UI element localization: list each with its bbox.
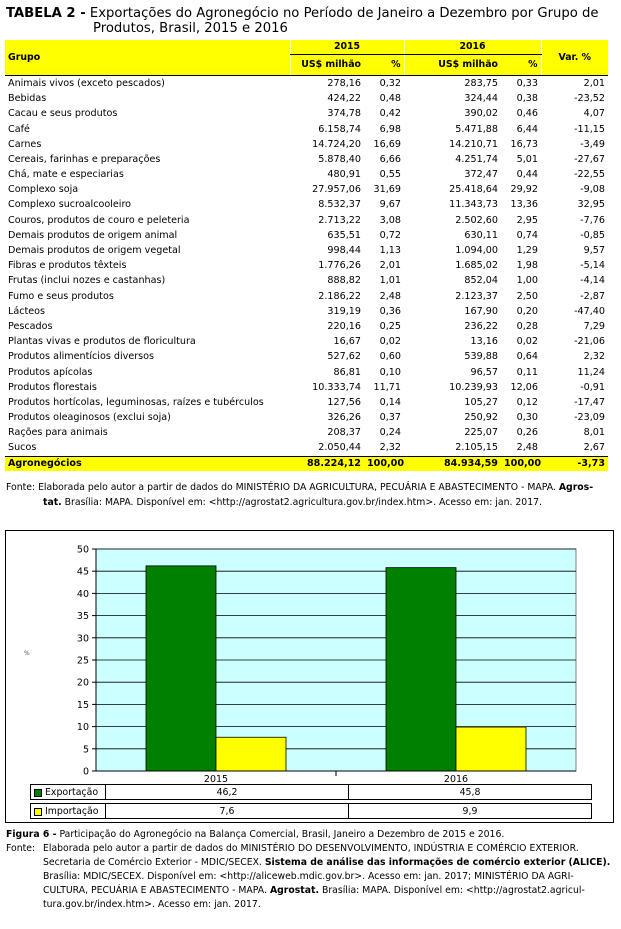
table-title-line2: Produtos, Brasil, 2015 e 2016: [93, 21, 288, 36]
cell-pct-2015: 31,69: [373, 184, 401, 196]
table-row: [5, 289, 608, 304]
cell-group: Demais produtos de origem animal: [8, 229, 178, 241]
figure-caption-text: Participação do Agronegócio na Balança Comercial, Brasil, Janeiro a Dezembro de 2015 e 2016.: [59, 829, 505, 840]
cell-usd-2015: 220,16: [327, 320, 361, 332]
table-source-lead: Fonte:: [6, 482, 36, 493]
table-row: [5, 213, 608, 228]
cell-pct-2016: 0,38: [516, 93, 538, 105]
cell-group: Cacau e seus produtos: [8, 108, 118, 120]
bar-import-2015: [216, 737, 286, 771]
cell-pct-2015: 0,10: [379, 366, 401, 378]
cell-usd-2015: 480,91: [327, 169, 361, 181]
cell-pct-2015: 0,48: [379, 93, 401, 105]
cell-usd-2016: 14.210,71: [449, 138, 498, 150]
cell-pct-2016: 0,12: [516, 396, 538, 408]
chart-frame: [5, 530, 614, 823]
figure-source: [6, 842, 614, 912]
cell-pct-2016: 16,73: [510, 138, 538, 150]
cell-var: -0,91: [580, 381, 605, 393]
cell-pct-2015: 0,55: [379, 169, 401, 181]
cell-usd-2015: 319,19: [327, 305, 361, 317]
y-tick-label: 45: [76, 566, 89, 578]
cell-usd-2016: 2.123,37: [455, 290, 498, 302]
cell-pct-2015: 6,98: [379, 123, 401, 135]
total-pct-2016: 100,00: [501, 456, 541, 471]
cell-pct-2015: 0,32: [379, 78, 401, 89]
cell-usd-2016: 324,44: [464, 93, 498, 105]
total-group: Agronegócios: [5, 456, 290, 471]
cell-pct-2016: 29,92: [510, 184, 538, 196]
table-row: [5, 76, 608, 92]
table-source-bold-a: Agros-: [558, 482, 594, 493]
cell-var: 2,67: [583, 442, 605, 454]
table-row: [5, 273, 608, 288]
export-table-container: [5, 40, 608, 471]
legend-label-export: Exportação: [45, 787, 99, 798]
cell-var: 9,57: [583, 245, 605, 257]
import-value-2016: 9,9: [348, 803, 592, 819]
legend-row-import: [30, 803, 592, 819]
cell-group: Fumo e seus produtos: [8, 290, 114, 302]
cell-group: Fibras e produtos têxteis: [8, 260, 127, 272]
cell-var: 2,32: [583, 351, 605, 363]
cell-pct-2016: 0,11: [516, 366, 538, 378]
legend-swatch-export: [34, 789, 42, 797]
cell-group: Sucos: [8, 442, 37, 454]
cell-pct-2016: 0,30: [516, 412, 538, 424]
cell-usd-2016: 225,07: [464, 427, 498, 439]
cell-pct-2016: 2,50: [516, 290, 538, 302]
table-source: [6, 480, 610, 510]
cell-pct-2015: 0,24: [379, 427, 401, 439]
legend-swatch-import: [34, 808, 42, 816]
cell-pct-2016: 0,46: [516, 108, 538, 120]
cell-pct-2016: 1,00: [516, 275, 538, 287]
cell-var: 2,01: [583, 78, 605, 89]
cell-var: 32,95: [577, 199, 605, 211]
y-tick-label: 50: [76, 544, 89, 556]
cell-var: -22,55: [574, 169, 605, 181]
cell-usd-2016: 5.471,88: [455, 123, 498, 135]
header-year-2016: 2016: [404, 40, 541, 55]
cell-usd-2016: 539,88: [464, 351, 498, 363]
cell-pct-2015: 2,32: [379, 442, 401, 454]
cell-usd-2015: 374,78: [327, 108, 361, 120]
header-group: Grupo: [5, 40, 290, 76]
legend-label-import: Importação: [45, 806, 99, 817]
cell-var: 11,24: [577, 366, 605, 378]
table-source-text-b: Brasília: MAPA. Disponível em: <http://agrostat2.agricultura.gov.br/index.htm>. Acesso em: jan. 2017.: [64, 497, 542, 508]
cell-group: Lácteos: [8, 305, 46, 317]
cell-usd-2016: 13,16: [470, 336, 498, 348]
cell-pct-2015: 0,25: [379, 320, 401, 332]
y-tick-label: 30: [76, 633, 89, 645]
cell-usd-2015: 2.713,22: [318, 214, 361, 226]
cell-var: -47,40: [574, 305, 605, 317]
cell-usd-2015: 10.333,74: [312, 381, 361, 393]
cell-pct-2016: 6,44: [516, 123, 538, 135]
table-row: [5, 395, 608, 410]
cell-var: -5,14: [580, 260, 605, 272]
y-axis-label: %: [24, 650, 30, 657]
cell-usd-2015: 278,16: [327, 78, 361, 89]
legend-row-export: [30, 784, 592, 800]
figure-source-line2a: Secretaria de Comércio Exterior - MDIC/SECEX.: [43, 857, 262, 868]
cell-usd-2016: 10.239,93: [449, 381, 498, 393]
table-source-bold-b: tat.: [43, 497, 62, 508]
figure-source-line4a: CULTURA, PECUÁRIA E ABASTECIMENTO - MAPA.: [43, 885, 267, 896]
total-usd-2015: 88.224,12: [290, 456, 364, 471]
cell-pct-2016: 0,20: [516, 305, 538, 317]
cell-group: Rações para animais: [8, 427, 108, 439]
cell-var: -17,47: [574, 396, 605, 408]
cell-group: Produtos alimentícios diversos: [8, 351, 155, 363]
cell-var: 4,07: [583, 108, 605, 120]
cell-var: -2,87: [580, 290, 605, 302]
cell-pct-2016: 13,36: [510, 199, 538, 211]
cell-pct-2015: 0,37: [379, 412, 401, 424]
cell-pct-2016: 12,06: [510, 381, 538, 393]
cell-usd-2015: 424,22: [327, 93, 361, 105]
cell-usd-2015: 127,56: [327, 396, 361, 408]
cell-usd-2016: 283,75: [464, 78, 498, 89]
cell-group: Café: [8, 123, 30, 135]
cell-pct-2015: 0,42: [379, 108, 401, 120]
total-pct-2015: 100,00: [364, 456, 404, 471]
table-row: [5, 167, 608, 182]
cell-group: Produtos oleaginosos (exclui soja): [8, 412, 171, 424]
cell-group: Cereais, farinhas e preparações: [8, 153, 161, 165]
cell-usd-2015: 326,26: [327, 412, 361, 424]
total-usd-2016: 84.934,59: [404, 456, 501, 471]
cell-pct-2015: 0,60: [379, 351, 401, 363]
table-label: TABELA 2 -: [6, 6, 86, 21]
cell-var: -23,09: [574, 412, 605, 424]
figure-source-line5: tura.gov.br/index.htm>. Acesso em: jan. 2017.: [43, 899, 261, 910]
cell-pct-2015: 1,13: [379, 245, 401, 257]
bar-chart: [6, 531, 615, 824]
cell-usd-2016: 1.094,00: [455, 245, 498, 257]
cell-group: Bebidas: [8, 93, 47, 105]
cell-pct-2015: 2,01: [379, 260, 401, 272]
figure-source-line1: Elaborada pelo autor a partir de dados do MINISTÉRIO DO DESENVOLVIMENTO, INDÚSTRIA E COMÉRCIO EXTERIOR.: [43, 843, 579, 854]
cell-pct-2015: 3,08: [379, 214, 401, 226]
cell-usd-2016: 2.105,15: [455, 442, 498, 454]
cell-usd-2016: 25.418,64: [449, 184, 498, 196]
cell-pct-2015: 0,02: [379, 336, 401, 348]
table-row: [5, 137, 608, 152]
cell-pct-2016: 0,33: [516, 78, 538, 89]
import-value-2015: 7,6: [105, 803, 349, 819]
legend-key-import: [30, 803, 105, 819]
cell-pct-2016: 1,98: [516, 260, 538, 272]
table-row: [5, 121, 608, 136]
y-tick-label: 15: [76, 699, 89, 711]
cell-var: 7,29: [583, 320, 605, 332]
cell-usd-2015: 1.776,26: [318, 260, 361, 272]
figure-source-line4c: Brasília: MAPA. Disponível em: <http://agrostat2.agricul-: [321, 885, 585, 896]
cell-pct-2016: 2,95: [516, 214, 538, 226]
cell-usd-2016: 250,92: [464, 412, 498, 424]
cell-usd-2015: 8.532,37: [318, 199, 361, 211]
cell-usd-2015: 16,67: [333, 336, 361, 348]
x-category-label: 2016: [443, 774, 469, 785]
cell-usd-2016: 390,02: [464, 108, 498, 120]
table-row: [5, 243, 608, 258]
cell-pct-2015: 0,36: [379, 305, 401, 317]
export-table: [5, 40, 608, 471]
table-row: [5, 106, 608, 121]
table-title: [6, 6, 614, 36]
cell-usd-2016: 372,47: [464, 169, 498, 181]
cell-usd-2016: 96,57: [470, 366, 498, 378]
cell-usd-2016: 2.502,60: [455, 214, 498, 226]
figure-caption-label: Figura 6 -: [6, 829, 57, 840]
cell-usd-2016: 236,22: [464, 320, 498, 332]
table-row: [5, 410, 608, 425]
cell-usd-2016: 630,11: [464, 229, 498, 241]
cell-usd-2015: 2.050,44: [318, 442, 361, 454]
x-category-label: 2015: [203, 774, 229, 785]
table-row: [5, 440, 608, 456]
cell-usd-2016: 4.251,74: [455, 153, 498, 165]
cell-group: Carnes: [8, 138, 42, 150]
cell-usd-2015: 635,51: [327, 229, 361, 241]
figure-source-line3: Brasília: MDIC/SECEX. Disponível em: <http://aliceweb.mdic.gov.br>. Acesso em: jan. 2017; MINISTÉRIO DA AGRI-: [43, 871, 574, 882]
bar-import-2016: [456, 727, 526, 771]
header-usd-2016: US$ milhão: [404, 55, 501, 76]
cell-pct-2015: 9,67: [379, 199, 401, 211]
cell-usd-2015: 86,81: [333, 366, 361, 378]
cell-group: Plantas vivas e produtos de floricultura: [8, 336, 196, 348]
cell-group: Produtos florestais: [8, 381, 97, 393]
cell-group: Frutas (inclui nozes e castanhas): [8, 275, 166, 287]
table-row: [5, 364, 608, 379]
y-tick-label: 10: [76, 722, 89, 734]
cell-pct-2016: 2,48: [516, 442, 538, 454]
cell-group: Demais produtos de origem vegetal: [8, 245, 181, 257]
cell-usd-2015: 527,62: [327, 351, 361, 363]
y-tick-label: 25: [76, 655, 89, 667]
cell-var: -23,52: [574, 93, 605, 105]
cell-var: -21,06: [574, 336, 605, 348]
cell-usd-2016: 1.685,02: [455, 260, 498, 272]
cell-pct-2015: 11,71: [373, 381, 401, 393]
cell-pct-2016: 0,44: [516, 169, 538, 181]
cell-usd-2015: 6.158,74: [318, 123, 361, 135]
cell-group: Chá, mate e especiarias: [8, 169, 124, 181]
table-row: [5, 334, 608, 349]
header-usd-2015: US$ milhão: [290, 55, 364, 76]
y-tick-label: 35: [76, 611, 89, 623]
figure-source-lead: Fonte:: [6, 843, 36, 854]
table-body: [5, 76, 608, 472]
cell-group: Produtos apícolas: [8, 366, 93, 378]
cell-pct-2016: 0,74: [516, 229, 538, 241]
table-row: [5, 304, 608, 319]
cell-pct-2015: 1,01: [379, 275, 401, 287]
table-row: [5, 319, 608, 334]
cell-var: -4,14: [580, 275, 605, 287]
table-source-text-a: Elaborada pelo autor a partir de dados do MINISTÉRIO DA AGRICULTURA, PECUÁRIA E ABASTECIMENTO - MAPA.: [38, 482, 556, 493]
cell-usd-2015: 208,37: [327, 427, 361, 439]
cell-usd-2015: 27.957,06: [312, 184, 361, 196]
header-pct-2015: %: [364, 55, 404, 76]
y-tick-label: 0: [82, 766, 89, 778]
table-row: [5, 197, 608, 212]
cell-pct-2015: 16,69: [373, 138, 401, 150]
header-var: Var. %: [541, 40, 608, 76]
y-tick-label: 20: [76, 677, 89, 689]
cell-var: -3,49: [580, 138, 605, 150]
cell-pct-2016: 1,29: [516, 245, 538, 257]
cell-pct-2016: 0,02: [516, 336, 538, 348]
cell-var: -11,15: [574, 123, 605, 135]
bar-export-2015: [146, 566, 216, 771]
table-row: [5, 91, 608, 106]
cell-usd-2016: 167,90: [464, 305, 498, 317]
cell-pct-2015: 6,66: [379, 153, 401, 165]
figure-caption: [6, 828, 614, 842]
table-row: [5, 152, 608, 167]
cell-pct-2015: 2,48: [379, 290, 401, 302]
figure-source-line4b: Agrostat.: [269, 885, 319, 896]
header-pct-2016: %: [501, 55, 541, 76]
legend-key-export: [30, 784, 105, 800]
cell-usd-2015: 5.878,40: [318, 153, 361, 165]
cell-group: Pescados: [8, 320, 53, 332]
header-year-2015: 2015: [290, 40, 404, 55]
y-tick-label: 40: [76, 588, 89, 600]
table-row: [5, 349, 608, 364]
cell-usd-2015: 888,82: [327, 275, 361, 287]
cell-group: Complexo sucroalcooleiro: [8, 199, 132, 211]
cell-pct-2016: 0,64: [516, 351, 538, 363]
figure-source-line2b: Sistema de análise das informações de comércio exterior (ALICE).: [264, 857, 611, 868]
cell-var: -7,76: [580, 214, 605, 226]
table-row: [5, 380, 608, 395]
cell-var: -0,85: [580, 229, 605, 241]
cell-group: Produtos hortícolas, leguminosas, raízes e tubérculos: [8, 396, 264, 408]
cell-pct-2016: 0,26: [516, 427, 538, 439]
export-value-2016: 45,8: [348, 784, 592, 800]
cell-usd-2015: 998,44: [327, 245, 361, 257]
cell-usd-2016: 105,27: [464, 396, 498, 408]
table-row: [5, 182, 608, 197]
cell-pct-2015: 0,14: [379, 396, 401, 408]
cell-usd-2015: 2.186,22: [318, 290, 361, 302]
cell-var: 8,01: [583, 427, 605, 439]
cell-var: -9,08: [580, 184, 605, 196]
y-tick-label: 5: [82, 744, 89, 756]
table-row: [5, 425, 608, 440]
cell-pct-2015: 0,72: [379, 229, 401, 241]
total-var: -3,73: [541, 456, 608, 471]
cell-group: Animais vivos (exceto pescados): [8, 78, 165, 89]
table-title-line1: Exportações do Agronegócio no Período de Janeiro a Dezembro por Grupo de: [89, 6, 599, 21]
cell-group: Couros, produtos de couro e peleteria: [8, 214, 190, 226]
cell-usd-2016: 852,04: [464, 275, 498, 287]
cell-pct-2016: 5,01: [516, 153, 538, 165]
table-total-row: [5, 456, 608, 471]
cell-pct-2016: 0,28: [516, 320, 538, 332]
cell-usd-2016: 11.343,73: [449, 199, 498, 211]
cell-group: Complexo soja: [8, 184, 79, 196]
table-row: [5, 258, 608, 273]
export-value-2015: 46,2: [105, 784, 349, 800]
table-row: [5, 228, 608, 243]
cell-var: -27,67: [574, 153, 605, 165]
bar-export-2016: [386, 568, 456, 771]
cell-usd-2015: 14.724,20: [312, 138, 361, 150]
